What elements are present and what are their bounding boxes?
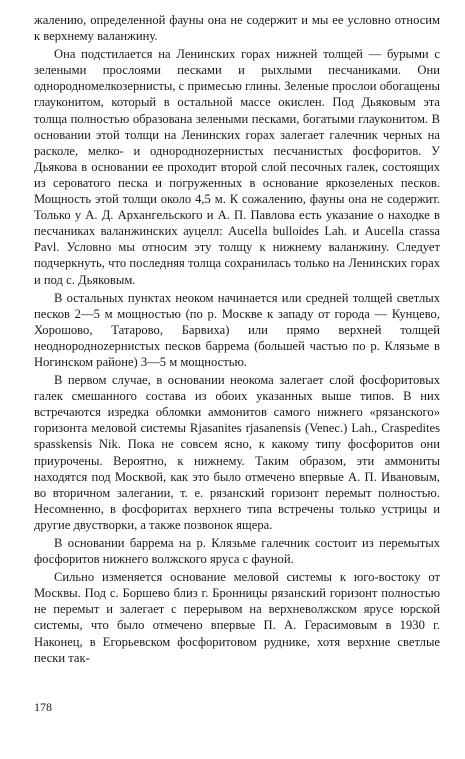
- paragraph-4: В первом случае, в основании неокома залегает слой фосфоритовых галек смешанного состава из обоих указанных выше типов. В них встречаются изредка обломки аммонитов самого нижнего «рязанского» горизонта меловой системы Rjasanites rjasanensis (Venec.) Lah., Craspedites spasskensis Nik. Пока не совсем ясно, к какому типу фосфоритов они приурочены. Вероятно, к нижнему. Таким образом, эти аммониты находятся под Москвой, как это было отмечено впервые А. П. Ивановым, во вторичном залегании, т. е. рязанский горизонт перемыт полностью. Несомненно, в фосфоритах верхнего типа встречены только устрицы и другие двустворки, а также позвонок ящера.: [34, 373, 440, 532]
- paragraph-2: Она подстилается на Ленинских горах нижней толщей — бурыми с зелеными прослоями песками и рыхлыми песчаниками. Они однородномелкозернисты, с примесью глины. Зеленые прослои обогащены глауконитом, который в остальной массе окислен. Под Дьяковым эта толща полностью образована зелеными песками, богатыми глауконитом. В основании этой толщи на Ленинских горах залегает галечник черных на расколе, мелко- и однородноzернистых песчанистых фосфоритов. У Дьякова в основании ее проходит второй слой песочных галек, состоящих из сероватого песка и погруженных в основание яркозеленых песков. Мощность этой толщи около 4,5 м. К сожалению, фауны она не содержит. Только у А. Д. Архангельского и А. П. Павлова есть указание о находке в песчаниках валанжинских ауцелл: Aucella bulloides Lah. и Aucella crassa Pavl. Условно мы относим эту толщу к нижнему валанжину. Следует подчеркнуть, что последняя толща сохранилась только на Ленинских горах и под с. Дьяковым.: [34, 47, 440, 287]
- paragraph-6: Сильно изменяется основание меловой системы к юго-востоку от Москвы. Под с. Боршево близ г. Бронницы рязанский горизонт полностью не перемыт и залегает с перерывом на верхневолжском ярусе юрской системы, что было отмечено впервые П. А. Герасимовым в 1930 г. Наконец, в Егорьевском фосфоритовом руднике, хотя верхние светлые пески так-: [34, 570, 440, 665]
- book-page: [34, 12, 440, 732]
- paragraph-1: жалению, определенной фауны она не содержит и мы ее условно относим к верхнему валанжину.: [34, 13, 440, 44]
- paragraph-5: В основании баррема на р. Клязьме галечник состоит из перемытых фосфоритов нижнего волжского яруса с фауной.: [34, 536, 440, 567]
- page-number: 178: [34, 700, 52, 714]
- body-text: [34, 12, 440, 666]
- paragraph-3: В остальных пунктах неоком начинается или средней толщей светлых песков 2—5 м мощностью (по р. Москве к западу от города — Кунцево, Хорошово, Татарово, Барвиха) или прямо верхней толщей неоднородноzернистых песков баррема (большей частью по р. Клязьме в Ногинском районе) 3—5 м мощностью.: [34, 290, 440, 369]
